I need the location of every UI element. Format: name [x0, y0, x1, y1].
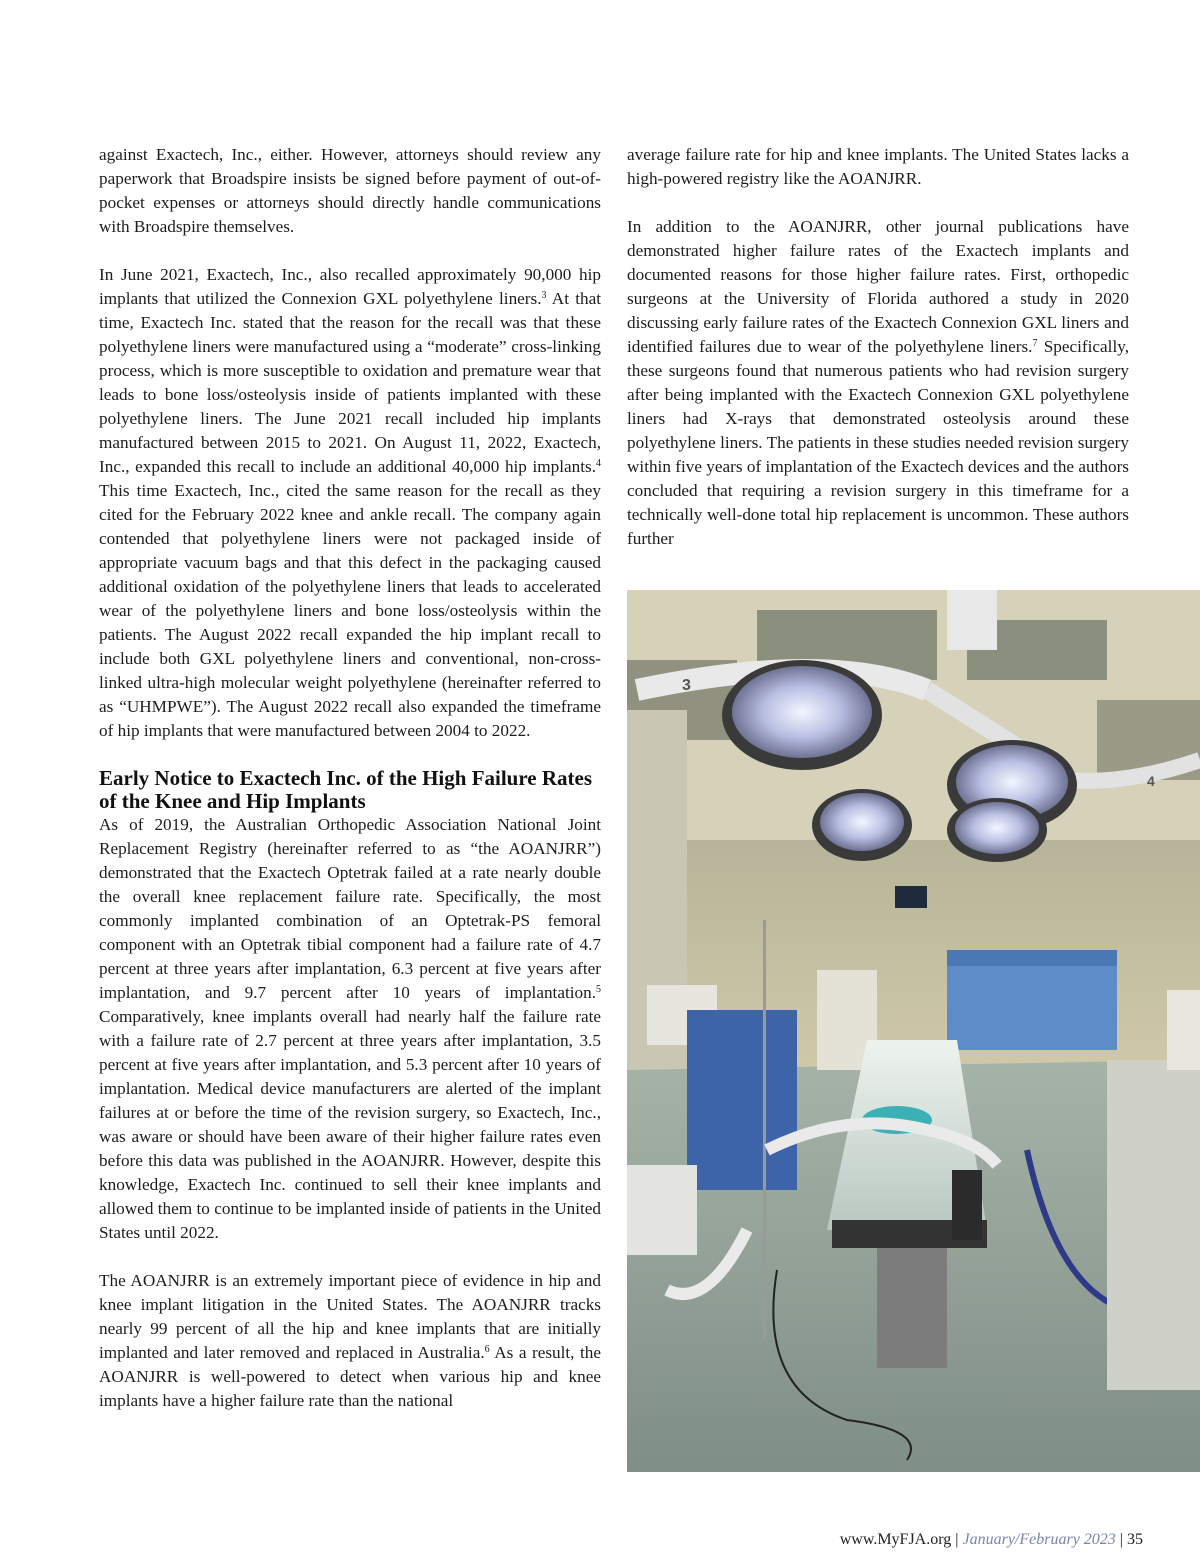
footnote-ref: 5 — [596, 984, 601, 995]
footnote-ref: 4 — [596, 458, 601, 469]
wall-unit — [1167, 990, 1200, 1070]
paragraph-text: average failure rate for hip and knee implants. The United States lacks a high-powered registry like the AOANJRR. — [627, 145, 1129, 188]
paragraph-text: As of 2019, the Australian Orthopedic Association National Joint Replacement Registry (hereinafter referred to as “the AOANJRR”) demonstrated that the Exactech Optetrak failed at a rate nearly double the overall knee replacement failure rate. Specifically, the most commonly implanted combination of an Optetrak-PS femoral component with an Optetrak tibial component had a failure rate of 4.7 percent at three years after implantation, 6.3 percent at five years after implantation, and 9.7 percent after 10 years of implantation. — [99, 815, 601, 1002]
paragraph-text: At that time, Exactech Inc. stated that the reason for the recall was that these polyethylene liners were manufactured using a “moderate” cross-linking process, which is more susceptible to oxidation and premature wear that leads to bone loss/osteolysis inside of patients implanted with these polyethylene liners. The June 2021 recall included hip implants manufactured between 2015 to 2021. On August 11, 2022, Exactech, Inc., expanded this recall to include an additional 40,000 hip implants. — [99, 289, 601, 476]
footer-issue: January/February 2023 — [962, 1531, 1116, 1548]
operating-room-photo — [627, 590, 1200, 1472]
lamp-number-label: 4 — [1147, 773, 1155, 789]
page-number: 35 — [1127, 1531, 1143, 1548]
draped-table — [947, 960, 1117, 1050]
paragraph-text: As a result, the AOANJRR is well-powered to detect when various hip and knee implants have a higher failure rate than the national — [99, 1343, 602, 1410]
operating-room-illustration — [627, 590, 1200, 1472]
page-footer — [840, 1530, 1143, 1550]
footnote-ref: 7 — [1032, 338, 1038, 349]
footnote-ref: 6 — [484, 1344, 490, 1355]
paragraph — [99, 143, 601, 239]
paragraph — [99, 1269, 601, 1413]
footer-site: www.MyFJA.org — [839, 1531, 952, 1548]
paragraph-text: Comparatively, knee implants overall had nearly half the failure rate with a failure rate of 2.7 percent at three years after implantation, 3.5 percent at five years after implantation, and 5.3 percent after 10 years of implantation. Medical device manufacturers are alerted of the implant failures at or before the time of the revision surgery, so Exactech, Inc., was aware or should have been aware of their higher failure rates even before this data was published in the AOANJRR. However, despite this knowledge, Exactech Inc. continued to sell their knee implants and allowed them to continue to be implanted inside of patients in the United States until 2022. — [99, 1007, 601, 1242]
remote-control — [952, 1170, 982, 1240]
light-boom-mount — [947, 590, 997, 650]
equipment-box — [627, 1165, 697, 1255]
paragraph — [99, 813, 601, 1245]
anesthesia-machine — [1107, 1060, 1200, 1390]
footer-separator: | — [1115, 1531, 1127, 1548]
surgical-lamp-small — [812, 789, 912, 861]
iv-pole — [763, 920, 766, 1340]
paragraph — [99, 263, 601, 743]
section-heading: Early Notice to Exactech Inc. of the High Failure Rates of the Knee and Hip Implants — [99, 766, 593, 813]
draped-table-top — [947, 950, 1117, 966]
paragraph-text: In June 2021, Exactech, Inc., also recalled approximately 90,000 hip implants that utilized the Connexion GXL polyethylene liners. — [99, 265, 601, 308]
left-column — [99, 143, 601, 1413]
paragraph-text: The AOANJRR is an extremely important piece of evidence in hip and knee implant litigation in the United States. The AOANJRR tracks nearly 99 percent of all the hip and knee implants that are initially implanted and later removed and replaced in Australia. — [99, 1271, 601, 1362]
paragraph — [627, 215, 1129, 551]
wall-monitor — [895, 886, 927, 908]
blue-cart — [687, 1010, 797, 1190]
right-column — [627, 143, 1129, 551]
footnote-ref: 3 — [541, 290, 547, 301]
paragraph-text: Specifically, these surgeons found that numerous patients who had revision surgery after being implanted with the Exactech Connexion GXL polyethylene liners had X-rays that demonstrated osteolysis around these polyethylene liners. The patients in these studies needed revision surgery within five years of implantation of the Exactech devices and the authors concluded that requiring a revision surgery in this timeframe for a technically well-done total hip replacement is uncommon. These authors further — [627, 337, 1129, 548]
paragraph-text: This time Exactech, Inc., cited the same reason for the recall as they cited for the February 2022 knee and ankle recall. The company again contended that polyethylene liners were not packaged inside of appropriate vacuum bags and that this defect in the packaging caused additional oxidation of the polyethylene liners that leads to accelerated wear of the polyethylene liners and bone loss/osteolysis within the patients. The August 2022 recall expanded the hip implant recall to include both GXL polyethylene liners and conventional, non-cross-linked ultra-high molecular weight polyethylene (hereinafter referred to as “UHMPWE”). The August 2022 recall also expanded the timeframe of hip implants that were manufactured between 2004 to 2022. — [99, 481, 601, 740]
lamp-number-label: 3 — [682, 677, 691, 694]
paragraph-text: against Exactech, Inc., either. However, attorneys should review any paperwork that Broadspire insists be signed before payment of out-of-pocket expenses or attorneys should directly handle communications with Broadspire themselves. — [99, 145, 601, 236]
footer-separator: | — [951, 1531, 963, 1548]
surgical-lamp-3 — [722, 660, 882, 770]
paragraph — [627, 143, 1129, 191]
paragraph-text: In addition to the AOANJRR, other journal publications have demonstrated higher failure rates of the Exactech implants and documented reasons for those higher failure rates. First, orthopedic surgeons at the University of Florida authored a study in 2020 discussing early failure rates of the Exactech Connexion GXL liners and identified failures due to wear of the polyethylene liners. — [627, 217, 1129, 356]
